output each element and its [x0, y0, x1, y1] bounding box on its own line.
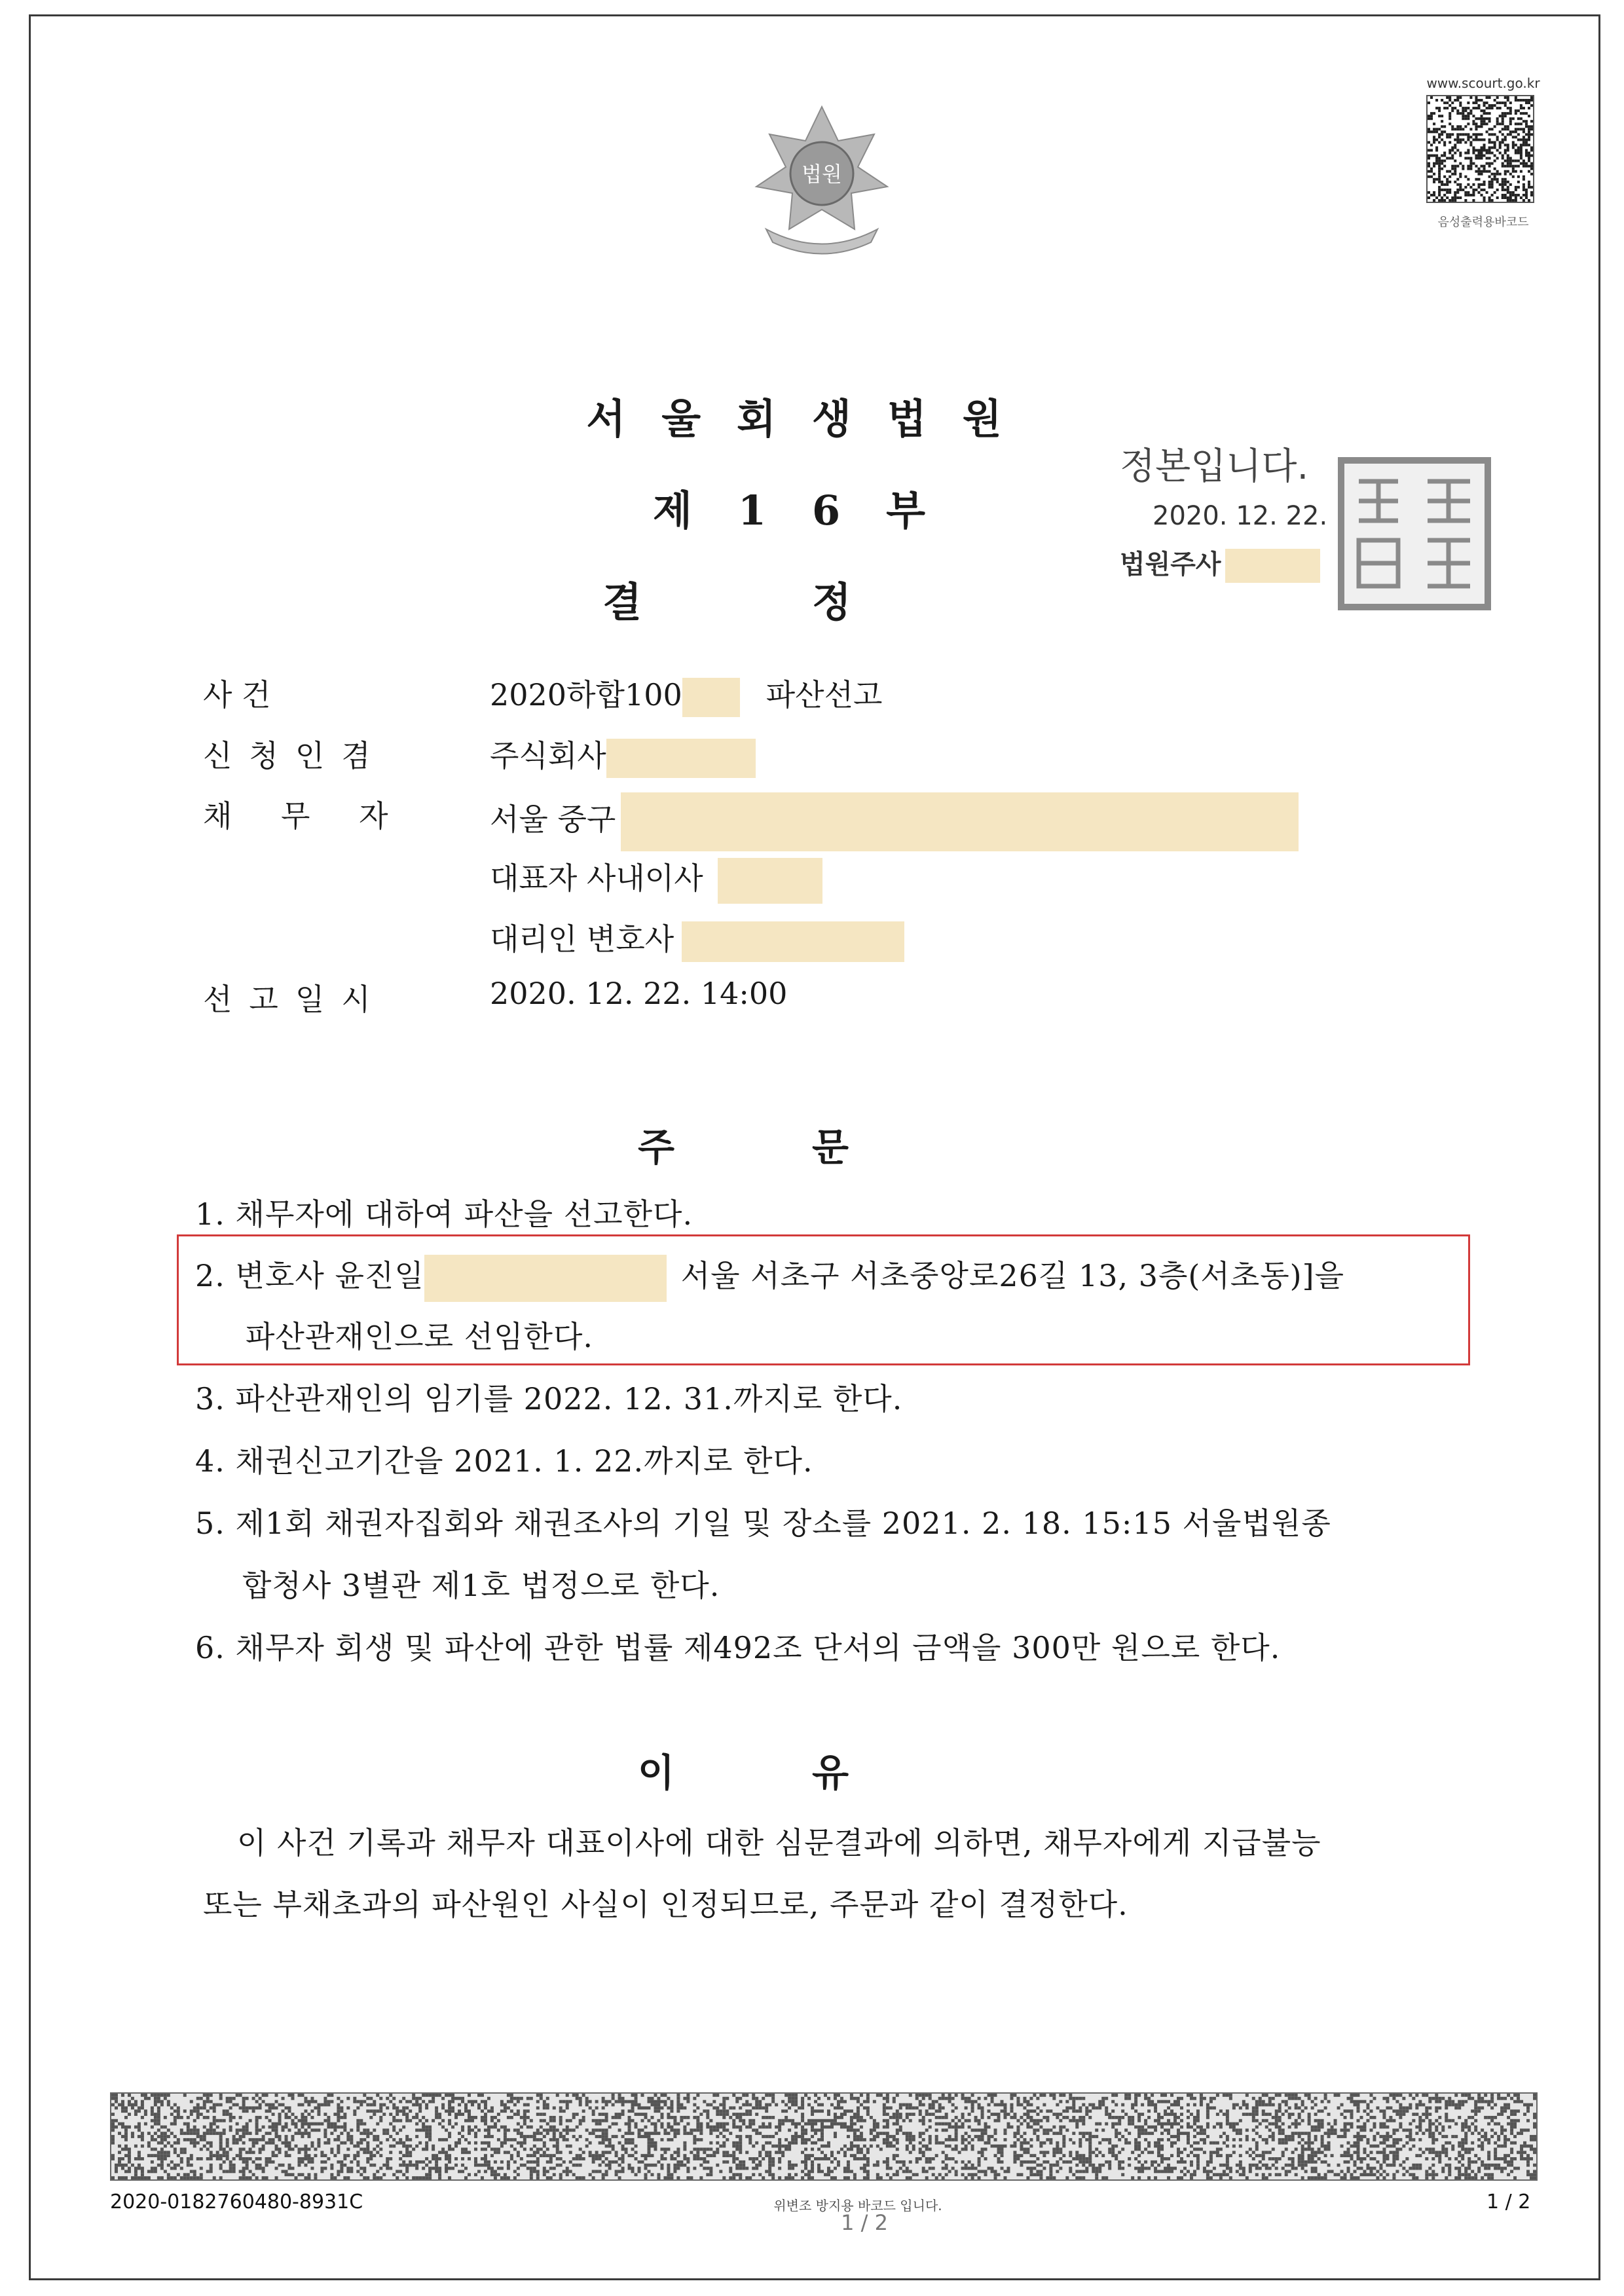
case-type: 파산선고	[766, 677, 883, 713]
voice-barcode-qr	[1426, 95, 1534, 203]
declaration-datetime: 2020. 12. 22. 14:00	[490, 976, 788, 1011]
redacted-trustee-info	[424, 1255, 667, 1302]
case-number: 2020하합100	[490, 677, 682, 713]
court-emblem	[740, 95, 904, 259]
redacted-representative	[718, 858, 822, 904]
order-title: 주문	[637, 1125, 987, 1170]
redacted-agent	[682, 921, 904, 962]
order-item-2	[195, 1252, 1344, 1302]
order-item-6: 6. 채무자 회생 및 파산에 관한 법률 제492조 단서의 금액을 300만 원으로 한다.	[195, 1630, 1281, 1665]
representative: 대표자 사내이사	[490, 861, 703, 896]
order-item-5-cont: 합청사 3별관 제1호 법정으로 한다.	[242, 1568, 720, 1603]
redacted-address	[621, 792, 1299, 851]
debtor-row	[490, 792, 1299, 851]
order-item-3: 3. 파산관재인의 임기를 2022. 12. 31.까지로 한다.	[195, 1381, 903, 1416]
case-number-row	[490, 671, 883, 717]
qr-caption: 음성출력용바코드	[1437, 215, 1529, 229]
certified-date: 2020. 12. 22.	[1153, 501, 1328, 531]
order-item-1: 1. 채무자에 대하여 파산을 선고한다.	[195, 1196, 693, 1232]
agent-row	[490, 916, 904, 962]
representative-row	[490, 855, 822, 904]
reason-line-2: 또는 부채초과의 파산원인 사실이 인정되므로, 주문과 같이 결정한다.	[203, 1887, 1128, 1922]
certified-clerk	[1120, 544, 1320, 583]
order-item-2-cont: 파산관재인으로 선임한다.	[246, 1319, 594, 1354]
emblem-text: 법원	[802, 162, 842, 187]
order-item-4: 4. 채권신고기간을 2021. 1. 22.까지로 한다.	[195, 1443, 813, 1479]
division: 제16부	[652, 487, 972, 534]
debtor-label: 채 무 자	[203, 798, 408, 834]
order-item-2-address: 서울 서초구 서초중앙로26길 13, 3층(서초동)]을	[680, 1258, 1345, 1293]
applicant-label: 신청인겸	[203, 738, 388, 773]
barcode-note: 위변조 방지용 바코드 입니다.	[773, 2198, 942, 2213]
order-item-2-start: 2. 변호사 윤진일	[195, 1258, 424, 1293]
case-label	[203, 671, 393, 714]
anti-forgery-barcode	[110, 2092, 1538, 2181]
document-type: 결정	[602, 578, 1022, 626]
redacted-case-suffix	[682, 678, 740, 717]
page-number-center: 1 / 2	[841, 2210, 888, 2235]
court-name: 서울회생법원	[586, 395, 1038, 443]
case-label-text: 사 건	[203, 677, 271, 713]
clerk-title: 법원주사	[1120, 549, 1221, 580]
debtor-address: 서울 중구	[490, 802, 616, 837]
page-number-right: 1 / 2	[1486, 2191, 1531, 2213]
qr-url: www.scourt.go.kr	[1426, 75, 1540, 91]
reason-title: 이유	[637, 1750, 987, 1795]
redacted-name	[1225, 549, 1320, 583]
agent: 대리인 변호사	[490, 921, 674, 957]
certified-copy-stamp: 정본입니다.	[1120, 445, 1309, 488]
redacted-company	[606, 739, 756, 778]
court-seal	[1336, 455, 1493, 612]
applicant-value: 주식회사	[490, 738, 606, 773]
reason-line-1: 이 사건 기록과 채무자 대표이사에 대한 심문결과에 의하면, 채무자에게 지급불능	[237, 1825, 1321, 1861]
document-number: 2020-0182760480-8931C	[110, 2191, 363, 2213]
declaration-label: 선고일시	[203, 982, 388, 1017]
applicant-row	[490, 732, 756, 778]
order-item-5: 5. 제1회 채권자집회와 채권조사의 기일 및 장소를 2021. 2. 18. 15:15 서울법원종	[195, 1506, 1331, 1541]
